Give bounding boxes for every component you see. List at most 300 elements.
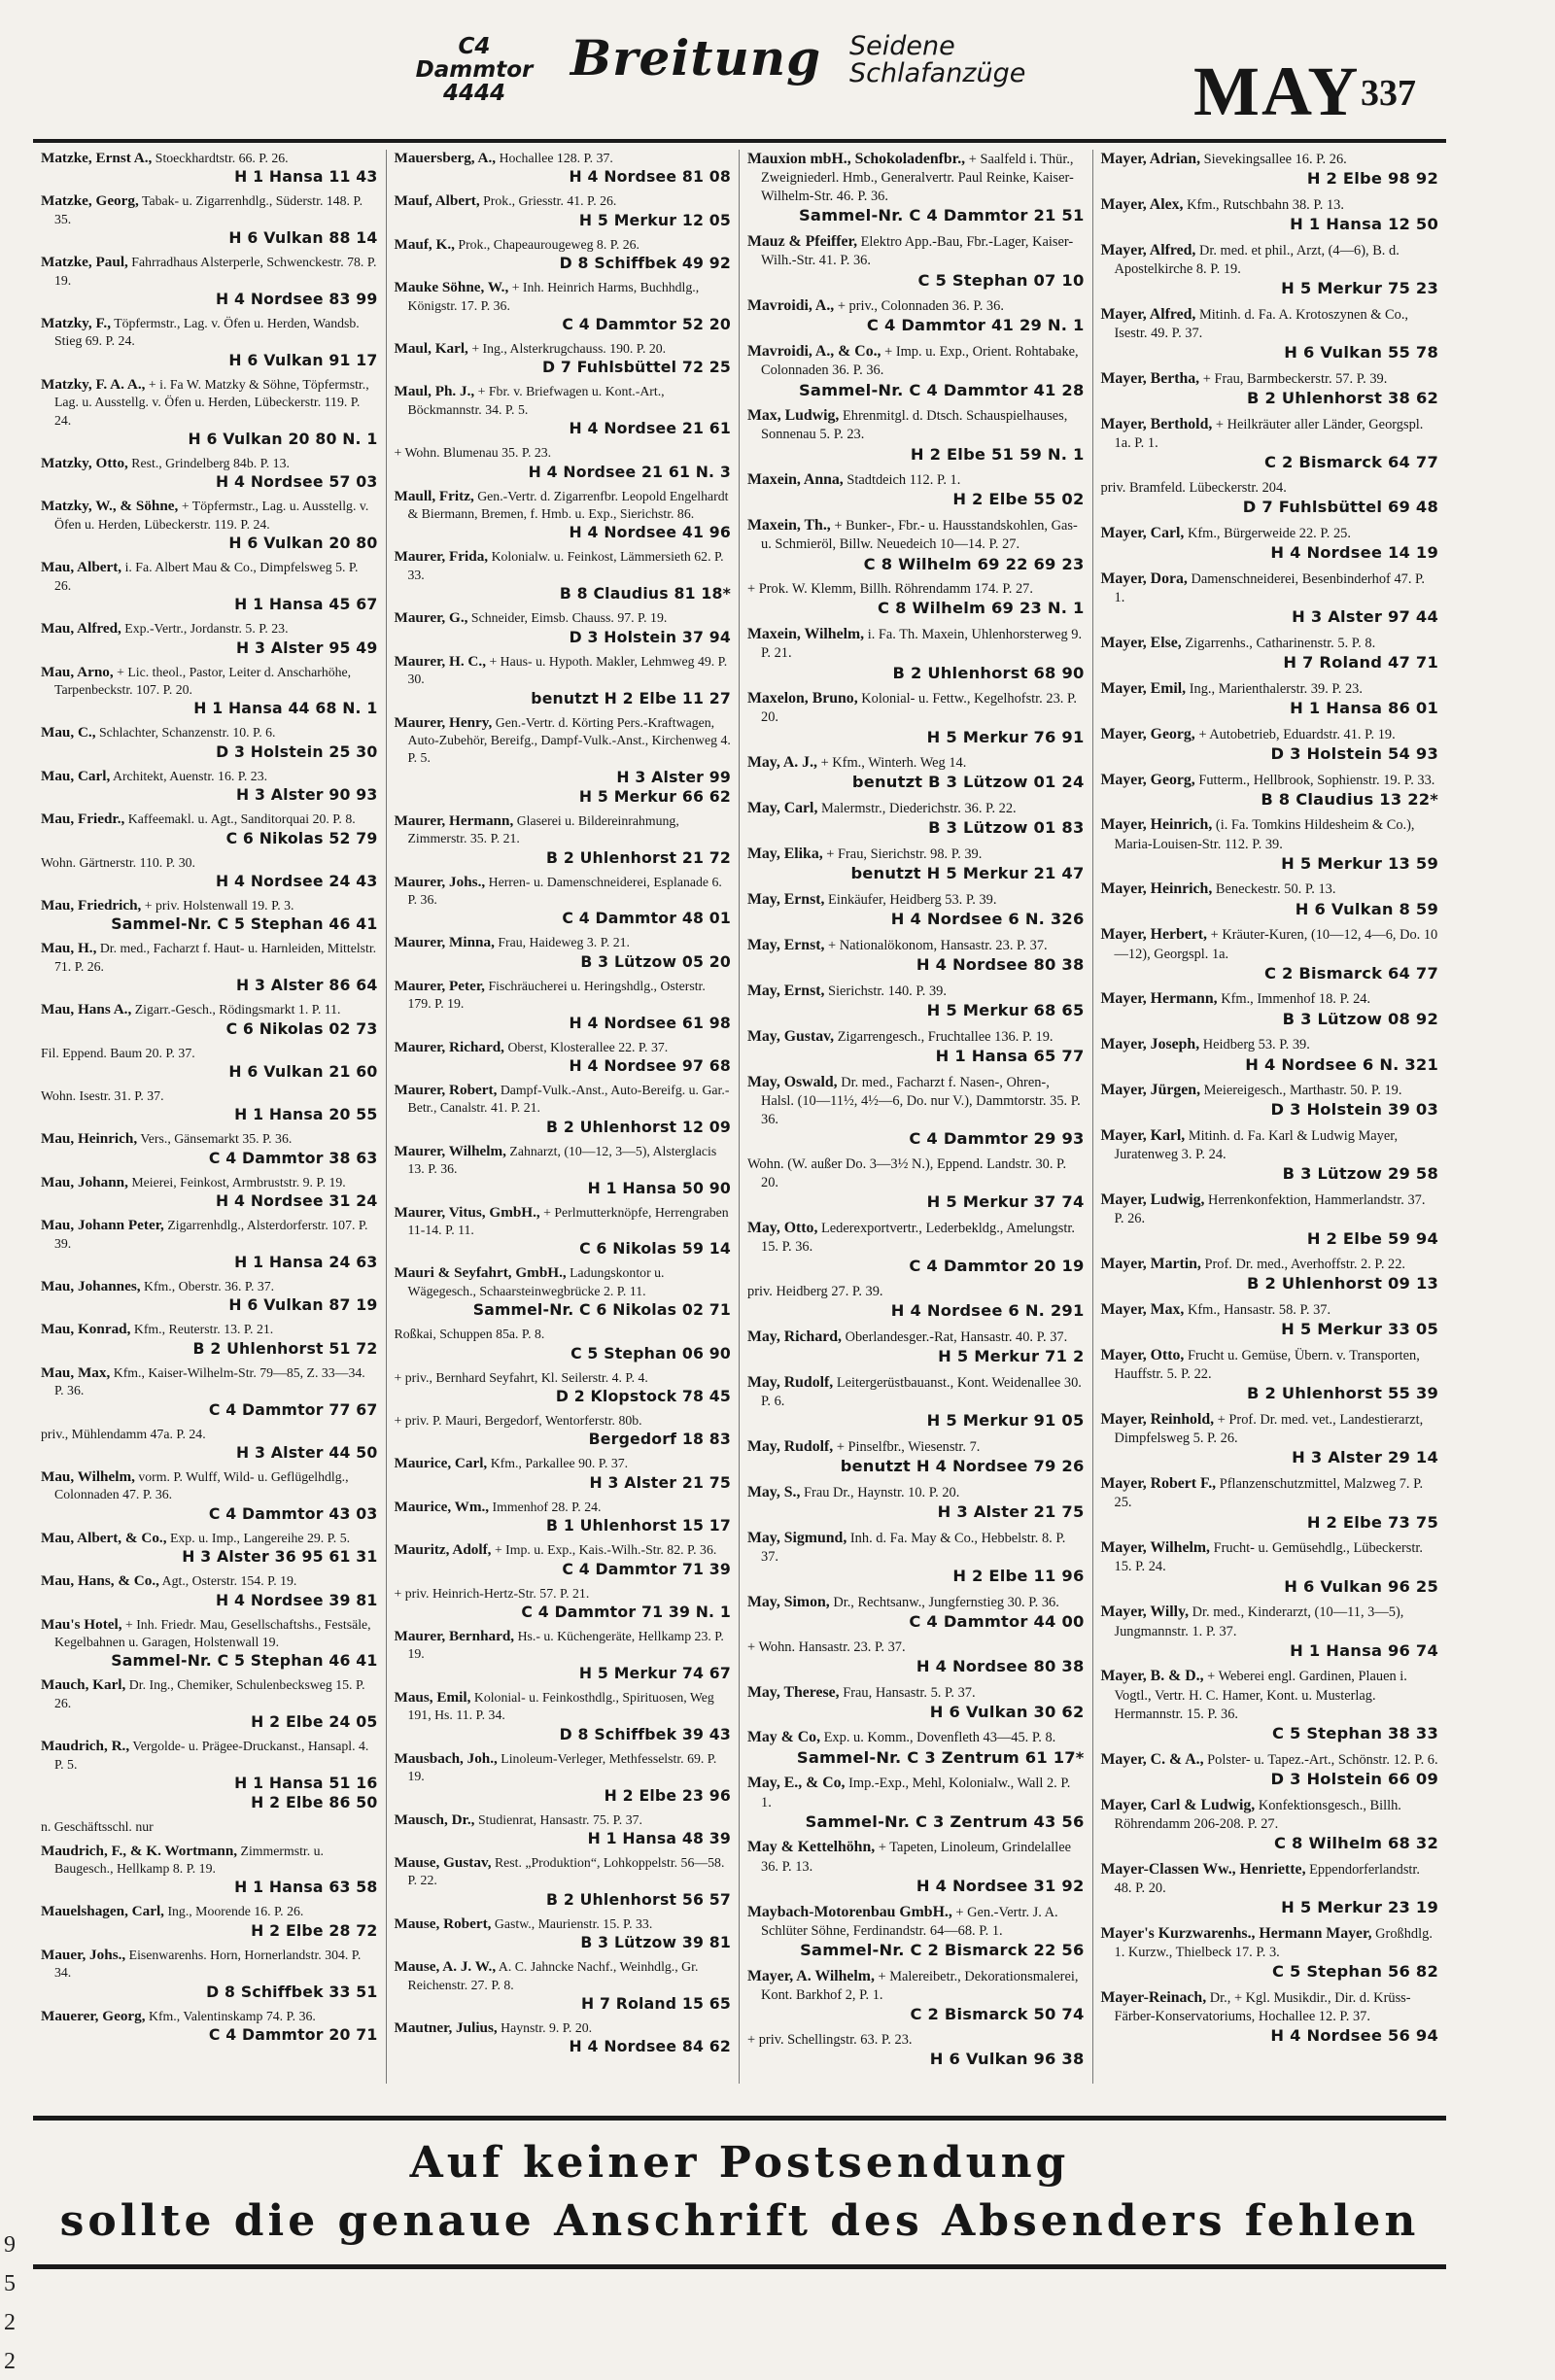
entry-details: Ing., Marienthalerstr. 39. P. 23. — [1189, 680, 1363, 697]
entry-name: May, Ernst, — [747, 982, 825, 999]
entry-telephone: H 1 Hansa 63 58 — [234, 1878, 378, 1897]
entry-telephone: H 6 Vulkan 55 78 — [1284, 343, 1438, 362]
entry-telephone: C 4 Dammtor 41 29 N. 1 — [866, 316, 1085, 335]
footer-notice — [33, 2116, 1446, 2269]
entry-telephone: H 4 Nordsee 14 19 — [1270, 542, 1438, 562]
entry-name: Mayer, Georg, — [1100, 725, 1195, 742]
entry-name: Maxelon, Bruno, — [747, 690, 858, 707]
entry-name: Matzky, F., — [41, 315, 111, 332]
directory-entry — [747, 1437, 1085, 1477]
directory-entry — [747, 1903, 1085, 1961]
entry-details: priv. Bramfeld. Lübeckerstr. 204. — [1100, 479, 1287, 496]
entry-details: + Autobetrieb, Eduardstr. 41. P. 19. — [1198, 726, 1396, 742]
entry-details: Kfm., Kaiser-Wilhelm-Str. 79—85, Z. 33—34. P. 36. — [54, 1364, 365, 1398]
entry-telephone: H 4 Nordsee 83 99 — [216, 290, 378, 309]
entry-telephone: H 3 Alster 99 — [616, 767, 731, 786]
directory-entry — [41, 1818, 378, 1836]
entry-name: Mayer, Else, — [1100, 634, 1182, 651]
directory-entry — [395, 1585, 732, 1622]
directory-entry — [1101, 305, 1439, 363]
entry-name: May, A. J., — [747, 754, 817, 772]
directory-entry — [41, 2008, 378, 2045]
running-head: MAY — [1193, 52, 1361, 130]
entry-details: Rest. „Produktion“, Lohkoppelstr. 56—58. P. 22. — [407, 1854, 725, 1888]
entry-details: Ehrenmitgl. d. Dtsch. Schauspielhauses, Sonnenau 5. P. 23. — [761, 408, 1068, 443]
entry-details: Kolonialw. u. Feinkost, Lämmersieth 62. P. 33. — [407, 549, 724, 582]
entry-telephone: B 3 Lützow 01 83 — [928, 818, 1085, 838]
entry-name: May, S., — [747, 1483, 801, 1500]
entry-telephone: C 5 Stephan 56 82 — [1271, 1961, 1438, 1981]
entry-name: May, Ernst, — [747, 891, 825, 909]
entry-details: Tabak- u. Zigarrenhdlg., Süderstr. 148. P. 35. — [54, 193, 363, 226]
entry-details: + priv. Heinrich-Hertz-Str. 57. P. 21. — [394, 1585, 590, 1601]
directory-entry — [747, 936, 1085, 976]
entry-details: Leitergerüstbauanst., Kont. Weidenallee 30. P. 6. — [761, 1374, 1082, 1409]
entry-telephone: H 4 Nordsee 24 43 — [216, 871, 378, 890]
entry-telephone: H 1 Hansa 20 55 — [234, 1105, 378, 1124]
directory-entry — [41, 854, 378, 891]
entry-name: Mayer, Ludwig, — [1100, 1191, 1205, 1209]
entry-telephone: C 6 Nikolas 52 79 — [225, 828, 378, 847]
entry-details: + Lic. theol., Pastor, Leiter d. Anscharhöhe, Tarpenbeckstr. 107. P. 20. — [54, 664, 352, 697]
entry-details: Haynstr. 9. P. 20. — [501, 2019, 593, 2035]
entry-details: + Kräuter-Kuren, (10—12, 4—6, Do. 10—12), Georgspl. 1a. — [1114, 927, 1438, 962]
entry-details: Polster- u. Tapez.-Art., Schönstr. 12. P. 6. — [1207, 1751, 1438, 1768]
entry-details: Fischräucherei u. Heringshdlg., Osterstr. 179. P. 19. — [407, 978, 706, 1012]
entry-name: Mau, Arno, — [41, 663, 114, 680]
entry-telephone: H 1 Hansa 12 50 — [1290, 215, 1438, 234]
directory-entry — [41, 768, 378, 805]
directory-entry — [1101, 815, 1439, 874]
entry-name: Maurice, Carl, — [394, 1455, 488, 1472]
advert-slogan-line1: Seidene — [849, 31, 955, 61]
entry-details: + Fbr. v. Briefwagen u. Kont.-Art., Böckmannstr. 34. P. 5. — [407, 384, 665, 417]
entry-details: Großhdlg. 1. Kurzw., Thielbeck 17. P. 3. — [1114, 1925, 1433, 1960]
entry-name: Mayer, Joseph, — [1100, 1036, 1200, 1053]
directory-entry — [1101, 725, 1439, 765]
entry-telephone: H 4 Nordsee 21 61 N. 3 — [528, 462, 731, 481]
entry-details: + Kfm., Winterh. Weg 14. — [820, 755, 967, 772]
entry-details: Frau, Haideweg 3. P. 21. — [498, 935, 630, 950]
entry-details: + priv., Colonnaden 36. P. 36. — [837, 298, 1004, 315]
directory-entry — [1101, 989, 1439, 1029]
directory-entry — [41, 1903, 378, 1940]
entry-details: Kfm., Rutschbahn 38. P. 13. — [1187, 196, 1344, 213]
entry-telephone: H 5 Merkur 74 67 — [578, 1663, 731, 1682]
entry-telephone: H 2 Elbe 28 72 — [251, 1920, 378, 1940]
entry-name: Mauf, K., — [394, 235, 455, 253]
entry-details: Sievekingsallee 16. P. 26. — [1203, 152, 1347, 167]
directory-entry — [41, 150, 378, 187]
entry-name: May, Otto, — [747, 1219, 818, 1236]
directory-entry — [1101, 369, 1439, 409]
directory-entry — [1101, 1988, 1439, 2047]
directory-entry — [41, 559, 378, 614]
entry-details: Zigarrenhs., Catharinenstr. 5. P. 8. — [1185, 635, 1376, 651]
directory-entry — [1101, 771, 1439, 811]
entry-name: Mayer, Wilhelm, — [1100, 1539, 1210, 1557]
entry-name: Mauerer, Georg, — [41, 2007, 146, 2024]
entry-telephone: C 4 Dammtor 43 03 — [208, 1503, 378, 1523]
directory-entry — [41, 1045, 378, 1082]
entry-details: vorm. P. Wulff, Wild- u. Geflügelhdlg., Colonnaden 47. P. 36. — [54, 1469, 349, 1502]
directory-entry — [747, 689, 1085, 747]
entry-telephone: H 4 Nordsee 57 03 — [216, 472, 378, 492]
directory-entry — [747, 1529, 1085, 1587]
entry-name: Mau, Max, — [41, 1363, 111, 1381]
directory-entry — [747, 1328, 1085, 1367]
entry-name: Mayer, Robert F., — [1100, 1475, 1217, 1493]
entry-name: May, Oswald, — [747, 1073, 838, 1090]
entry-telephone: D 8 Schiffbek 33 51 — [206, 1982, 378, 2001]
directory-entry — [747, 232, 1085, 291]
entry-telephone: C 5 Stephan 07 10 — [917, 270, 1085, 290]
entry-details: Zahnarzt, (10—12, 3—5), Alsterglacis 13. P. 36. — [407, 1143, 717, 1177]
entry-name: Maudrich, R., — [41, 1738, 130, 1755]
directory-entry — [1101, 925, 1439, 983]
directory-entry — [395, 978, 732, 1033]
directory-entry — [395, 1750, 732, 1806]
entry-details: Wohn. Gärtnerstr. 110. P. 30. — [41, 854, 195, 870]
entry-telephone: D 3 Holstein 39 03 — [1270, 1100, 1438, 1120]
entry-telephone: C 8 Wilhelm 69 23 N. 1 — [878, 599, 1085, 618]
entry-name: Mau, Hans, & Co., — [41, 1572, 159, 1590]
directory-entry — [747, 1483, 1085, 1523]
directory-entry — [747, 1967, 1085, 2025]
entry-details: Studienrat, Hansastr. 75. P. 37. — [477, 1811, 642, 1827]
entry-name: Mau, Albert, & Co., — [41, 1529, 167, 1546]
entry-name: Maxein, Th., — [747, 517, 831, 535]
directory-entry — [41, 1572, 378, 1609]
directory-entry — [395, 934, 732, 971]
entry-telephone: H 5 Merkur 23 19 — [1281, 1897, 1438, 1916]
entry-details: Schlachter, Schanzenstr. 10. P. 6. — [98, 725, 276, 741]
entry-details: + Pinselfbr., Wiesenstr. 7. — [836, 1438, 981, 1455]
entry-details: + Inh. Friedr. Mau, Gesellschaftshs., Festsäle, Kegelbahnen u. Garagen, Holstenwall 19. — [54, 1616, 371, 1650]
entry-name: Mau, Johannes, — [41, 1278, 141, 1294]
directory-entry — [1101, 569, 1439, 628]
entry-details: Dr. Ing., Chemiker, Schulenbecksweg 15. P. 26. — [54, 1677, 365, 1710]
directory-entry — [747, 150, 1085, 226]
entry-details: Stoeckhardtstr. 66. P. 26. — [155, 151, 289, 165]
entry-details: + Nationalökonom, Hansastr. 23. P. 37. — [828, 937, 1048, 953]
entry-telephone: Sammel-Nr. C 2 Bismarck 22 56 — [800, 1940, 1085, 1959]
entry-telephone: H 5 Merkur 75 23 — [1281, 279, 1438, 298]
entry-telephone: C 6 Nikolas 59 14 — [579, 1239, 731, 1259]
entry-telephone: H 6 Vulkan 87 19 — [228, 1295, 378, 1315]
entry-details: + Ing., Alsterkrugchauss. 190. P. 20. — [471, 341, 667, 357]
entry-details: Kfm., Immenhof 18. P. 24. — [1221, 991, 1371, 1008]
advert-phone-number: 4444 — [442, 81, 505, 106]
advert-brand: Breitung — [570, 29, 822, 86]
directory-entry — [1101, 1300, 1439, 1340]
directory-entry — [41, 315, 378, 370]
entry-name: Maurice, Wm., — [394, 1498, 490, 1515]
entry-name: Mayer, Bertha, — [1100, 369, 1200, 387]
entry-telephone: benutzt B 3 Lützow 01 24 — [851, 773, 1085, 792]
entry-details: Konfektionsgesch., Billh. Röhrendamm 206-208. P. 27. — [1114, 1797, 1401, 1832]
entry-details: Kaffeemakl. u. Agt., Sanditorquai 20. P. 8. — [127, 811, 356, 827]
entry-details: A. C. Jahncke Nachf., Weinhdlg., Gr. Reichenstr. 27. P. 8. — [407, 1959, 699, 1992]
entry-name: May, Therese, — [747, 1683, 840, 1701]
entry-telephone: H 4 Nordsee 84 62 — [569, 2037, 731, 2056]
entry-details: Kfm., Hansastr. 58. P. 37. — [1187, 1302, 1331, 1319]
footer-line-1: Auf keiner Postsendung — [409, 2138, 1070, 2188]
entry-name: Mau's Hotel, — [41, 1615, 122, 1633]
margin-marks — [4, 2225, 23, 2380]
entry-name: Mayer, Max, — [1100, 1301, 1185, 1319]
entry-details: + Malereibetr., Dekorationsmalerei, Kont. Barkhof 2, P. 1. — [761, 1968, 1079, 2003]
entry-details: i. Fa. Albert Mau & Co., Dimpfelsweg 5. P. 26. — [54, 560, 359, 593]
entry-name: Mayer, Reinhold, — [1100, 1411, 1215, 1429]
directory-entry — [41, 455, 378, 492]
entry-telephone: C 2 Bismarck 50 74 — [910, 2004, 1085, 2023]
entry-details: Gen.-Vertr. d. Körting Pers.-Kraftwagen, Auto-Zubehör, Bereifg., Dampf-Vulk.-Anst., Kirchenweg 4. P. 5. — [407, 714, 731, 766]
directory-column-1 — [33, 150, 387, 2084]
entry-details: Zigarr.-Gesch., Rödingsmarkt 1. P. 11. — [134, 1002, 341, 1018]
directory-entry — [747, 1774, 1085, 1832]
entry-details: Gastw., Maurienstr. 15. P. 33. — [494, 1915, 653, 1931]
entry-name: Mau, Johann, — [41, 1173, 128, 1190]
entry-telephone: H 2 Elbe 59 94 — [1306, 1228, 1438, 1248]
entry-details: Meiereigesch., Marthastr. 50. P. 19. — [1203, 1083, 1402, 1099]
entry-telephone: H 4 Nordsee 6 N. 326 — [890, 910, 1085, 929]
entry-name: Mau, H., — [41, 940, 97, 957]
header-rule — [33, 139, 1446, 143]
entry-telephone: H 4 Nordsee 21 61 — [569, 419, 731, 438]
entry-details: i. Fa. Th. Maxein, Uhlenhorsterweg 9. P. 21. — [761, 627, 1083, 662]
entry-telephone: B 8 Claudius 81 18* — [559, 584, 731, 604]
entry-details: + priv. P. Mauri, Bergedorf, Wentorferstr. 80b. — [394, 1413, 642, 1429]
entry-name: Maurer, Henry, — [394, 713, 493, 731]
entry-details: + Bunker-, Fbr.- u. Hausstandskohlen, Gas- u. Schmieröl, Billw. Neuedeich 10—14. P. 27. — [761, 518, 1078, 553]
entry-name: Mause, A. J. W., — [394, 1958, 497, 1976]
entry-details: Frau, Hansastr. 5. P. 37. — [843, 1684, 976, 1701]
entry-telephone: C 4 Dammtor 77 67 — [208, 1399, 378, 1419]
directory-entry — [395, 1369, 732, 1406]
entry-telephone: D 3 Holstein 66 09 — [1270, 1769, 1438, 1788]
entry-details: Stadtdeich 112. P. 1. — [847, 472, 961, 489]
page-header — [0, 0, 1555, 130]
directory-entry — [1101, 634, 1439, 673]
entry-name: Mau, C., — [41, 724, 96, 742]
entry-details: + Inh. Heinrich Harms, Buchhdlg., Königstr. 17. P. 36. — [407, 280, 700, 313]
directory-entry — [747, 1373, 1085, 1431]
entry-details: Immenhof 28. P. 24. — [492, 1499, 602, 1514]
directory-entry — [747, 1156, 1085, 1213]
entry-details: Dr. med., Facharzt f. Haut- u. Harnleiden, Mittelstr. 71. P. 26. — [54, 941, 377, 974]
directory-entry — [1101, 1796, 1439, 1854]
entry-details: Linoleum-Verleger, Methfesselstr. 69. P. 19. — [407, 1750, 717, 1784]
entry-telephone: B 3 Lützow 29 58 — [1282, 1164, 1438, 1184]
entry-name: Mau, Heinrich, — [41, 1130, 138, 1148]
entry-details: Ladungskontor u. Wägegesch., Schaarsteinwegbrücke 2. P. 11. — [407, 1265, 665, 1298]
directory-entry — [1101, 1924, 1439, 1983]
directory-entry — [747, 296, 1085, 336]
entry-name: May, Sigmund, — [747, 1529, 847, 1546]
entry-name: May, Ernst, — [747, 936, 825, 953]
entry-name: Mau, Johann Peter, — [41, 1217, 164, 1234]
directory-entry — [41, 897, 378, 934]
entry-name: Mauri & Seyfahrt, GmbH., — [394, 1264, 567, 1282]
entry-details: Elektro App.-Bau, Fbr.-Lager, Kaiser-Wilh.-Str. 41. P. 36. — [761, 234, 1074, 269]
directory-entry — [747, 1728, 1085, 1768]
directory-entry — [1101, 1126, 1439, 1185]
entry-details: Sierichstr. 140. P. 39. — [828, 983, 947, 999]
directory-entry — [395, 236, 732, 273]
directory-entry — [1101, 524, 1439, 564]
directory-entry — [747, 1027, 1085, 1067]
entry-telephone: H 4 Nordsee 31 92 — [916, 1876, 1085, 1895]
advert-phone — [406, 35, 542, 105]
entry-details: + priv. Holstenwall 19. P. 3. — [144, 897, 294, 913]
entry-details: + Saalfeld i. Thür., Zweigniederl. Hmb., Generalvertr. Paul Reinke, Kaiser-Wilhelm-Str. 46. P. 36. — [761, 152, 1074, 205]
directory-entry — [1101, 1255, 1439, 1294]
entry-details: + Gen.-Vertr. J. A. Schlüter Söhne, Ferdinandstr. 64—68. P. 1. — [761, 1904, 1058, 1939]
entry-details: priv. Heidberg 27. P. 39. — [747, 1284, 883, 1299]
directory-column-4 — [1093, 150, 1447, 2084]
entry-name: Maul, Karl, — [394, 340, 468, 358]
entry-name: Mauxion mbH., Schokoladenfbr., — [747, 151, 966, 167]
entry-telephone: D 8 Schiffbek 39 43 — [559, 1724, 731, 1743]
entry-telephone: H 3 Alster 36 95 61 31 — [182, 1547, 378, 1567]
directory-entry — [41, 1530, 378, 1567]
directory-entry — [747, 799, 1085, 839]
directory-entry — [395, 279, 732, 334]
entry-telephone: H 1 Hansa 50 90 — [587, 1178, 731, 1197]
entry-name: Maudrich, F., & K. Wortmann, — [41, 1842, 238, 1859]
directory-entry — [1101, 1860, 1439, 1918]
directory-entry — [395, 874, 732, 929]
entry-telephone: H 1 Hansa 44 68 N. 1 — [193, 699, 378, 718]
entry-telephone: C 5 Stephan 06 90 — [570, 1343, 731, 1362]
entry-telephone: H 5 Merkur 12 05 — [578, 210, 731, 229]
directory-entry — [395, 1143, 732, 1198]
directory-entry — [395, 1326, 732, 1362]
entry-name: Mausbach, Joh., — [394, 1749, 498, 1767]
entry-name: Mayer, Hermann, — [1100, 990, 1218, 1008]
entry-name: Mayer, Carl, — [1100, 524, 1185, 541]
directory-entry — [747, 342, 1085, 400]
entry-details: Vergolde- u. Prägee-Druckanst., Hansapl. 4. P. 5. — [54, 1739, 369, 1772]
entry-details: Schneider, Eimsb. Chauss. 97. P. 19. — [470, 610, 668, 626]
directory-entry — [41, 1947, 378, 2002]
entry-details: Exp. u. Komm., Dovenfleth 43—45. P. 8. — [823, 1730, 1056, 1746]
directory-entry — [395, 1958, 732, 2014]
entry-details: Hochallee 128. P. 37. — [499, 151, 613, 165]
entry-telephone: B 2 Uhlenhorst 56 57 — [546, 1889, 731, 1909]
entry-telephone: H 5 Merkur 33 05 — [1281, 1320, 1438, 1339]
entry-telephone: C 8 Wilhelm 68 32 — [1274, 1833, 1438, 1852]
entry-name: Mayer, C. & A., — [1100, 1750, 1204, 1768]
entry-details: Damenschneiderei, Besenbinderhof 47. P. 1. — [1114, 570, 1426, 605]
entry-telephone: H 2 Elbe 11 96 — [952, 1567, 1085, 1585]
entry-name: Mayer, Georg, — [1100, 771, 1195, 788]
directory-entry — [395, 1204, 732, 1259]
directory-entry — [41, 1738, 378, 1812]
entry-telephone: H 5 Merkur 91 05 — [926, 1411, 1085, 1431]
directory-entry — [395, 2019, 732, 2056]
entry-details: Rest., Grindelberg 84b. P. 13. — [131, 456, 290, 471]
entry-name: Mayer, Martin, — [1100, 1256, 1201, 1273]
entry-details: Fahrradhaus Alsterperle, Schwenckestr. 78. P. 19. — [54, 255, 377, 288]
advert-phone-exchange: C4 Dammtor — [415, 34, 534, 83]
entry-telephone: benutzt H 2 Elbe 11 27 — [531, 688, 731, 707]
footer-line-2: sollte die genaue Anschrift des Absenders fehlen — [59, 2196, 1420, 2246]
entry-name: Maxein, Anna, — [747, 471, 844, 489]
entry-details: Dr., Rechtsanw., Jungfernstieg 30. P. 36. — [833, 1594, 1059, 1610]
entry-name: Mauke Söhne, W., — [394, 279, 509, 296]
directory-entry — [1101, 415, 1439, 473]
entry-telephone: H 4 Nordsee 97 68 — [569, 1055, 731, 1075]
entry-telephone: H 2 Elbe 98 92 — [1306, 169, 1438, 189]
entry-details: Mitinh. d. Fa. Karl & Ludwig Mayer, Juratenweg 3. P. 24. — [1114, 1128, 1399, 1163]
entry-name: Mayer, Heinrich, — [1100, 816, 1213, 834]
directory-entry — [41, 724, 378, 761]
entry-details: Herrenkonfektion, Hammerlandstr. 37. P. 26. — [1114, 1192, 1426, 1227]
directory-entry — [747, 1219, 1085, 1277]
directory-entry — [747, 753, 1085, 793]
entry-telephone: H 1 Hansa 86 01 — [1290, 698, 1438, 717]
entry-telephone: Bergedorf 18 83 — [588, 1430, 731, 1449]
entry-details: Wohn. (W. außer Do. 3—3½ N.), Eppend. Landstr. 30. P. 20. — [747, 1156, 1067, 1191]
directory-entry — [1101, 1190, 1439, 1249]
entry-details: Prof. Dr. med., Averhoffstr. 2. P. 22. — [1204, 1257, 1406, 1273]
entry-name: Mau, Wilhelm, — [41, 1468, 135, 1486]
entry-telephone: H 1 Hansa 48 39 — [587, 1828, 731, 1847]
entry-telephone: H 5 Merkur 76 91 — [926, 727, 1085, 746]
directory-entry — [395, 444, 732, 481]
entry-telephone: H 6 Vulkan 21 60 — [228, 1061, 378, 1081]
directory-entry — [747, 982, 1085, 1021]
entry-name: Mayer, Alfred, — [1100, 305, 1196, 323]
entry-telephone: C 2 Bismarck 64 77 — [1263, 453, 1438, 472]
entry-name: Mayer-Reinach, — [1100, 1988, 1207, 2006]
directory-entry — [395, 714, 732, 807]
entry-telephone: H 7 Roland 15 65 — [581, 1993, 731, 2013]
directory-entry — [395, 1499, 732, 1535]
directory-entry — [1101, 1538, 1439, 1597]
entry-details: Kfm., Valentinskamp 74. P. 36. — [149, 2008, 316, 2023]
directory-entry — [395, 488, 732, 543]
directory-entry — [395, 812, 732, 868]
entry-telephone: Sammel-Nr. C 4 Dammtor 41 28 — [798, 380, 1085, 399]
entry-telephone: B 2 Uhlenhorst 09 13 — [1246, 1274, 1438, 1293]
entry-name: Mayer, Emil, — [1100, 679, 1187, 697]
directory-entry — [747, 2031, 1085, 2070]
entry-telephone: H 4 Nordsee 31 24 — [216, 1191, 378, 1211]
entry-telephone: D 3 Holstein 25 30 — [216, 742, 378, 761]
directory-entry — [41, 1130, 378, 1167]
entry-details: Eisenwarenhs. Horn, Hornerlandstr. 304. P. 34. — [54, 1947, 362, 1981]
entry-telephone: H 6 Vulkan 91 17 — [228, 350, 378, 369]
entry-telephone: H 4 Nordsee 80 38 — [916, 1656, 1085, 1675]
directory-entry — [395, 1412, 732, 1449]
entry-name: Maurer, Hermann, — [394, 811, 514, 829]
entry-details: Kfm., Oberstr. 36. P. 37. — [144, 1279, 275, 1293]
entry-telephone: C 4 Dammtor 71 39 — [562, 1559, 731, 1578]
entry-telephone: H 3 Alster 97 44 — [1292, 607, 1438, 627]
directory-entry — [41, 811, 378, 847]
entry-telephone: H 4 Nordsee 80 38 — [916, 955, 1085, 975]
entry-details: Kfm., Bürgerweide 22. P. 25. — [1187, 525, 1351, 541]
entry-telephone: H 6 Vulkan 8 59 — [1295, 899, 1438, 918]
directory-entry — [395, 150, 732, 187]
entry-details: Töpfermstr., Lag. v. Öfen u. Herden, Wandsb. Stieg 69. P. 24. — [54, 316, 360, 349]
entry-telephone: B 2 Uhlenhorst 21 72 — [546, 847, 731, 867]
directory-entry — [1101, 1081, 1439, 1121]
entry-details: Dampf-Vulk.-Anst., Auto-Bereifg. u. Gar.-Betr., Canalstr. 41. P. 21. — [407, 1082, 730, 1116]
